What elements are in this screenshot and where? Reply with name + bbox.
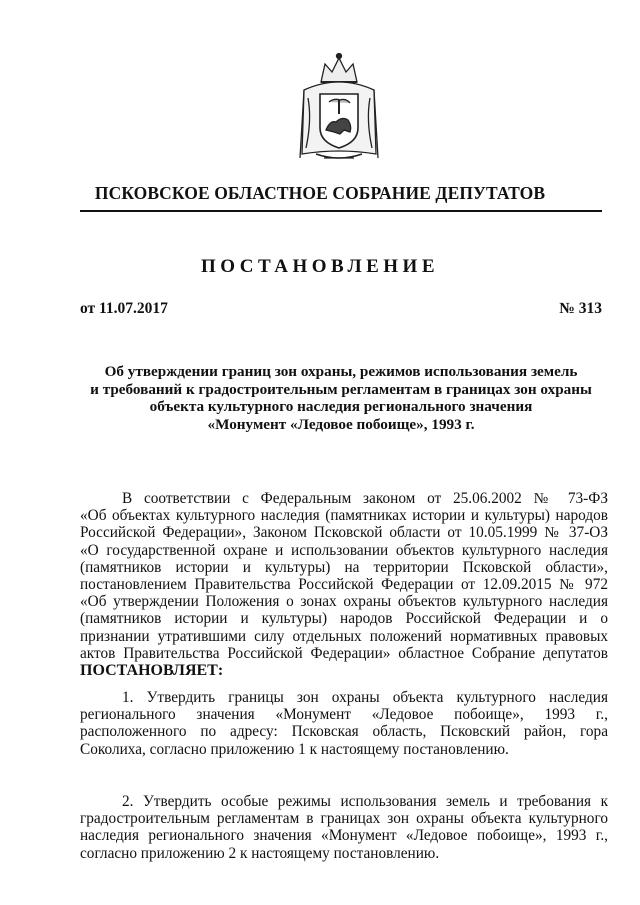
title-line: Об утверждении границ зон охраны, режимов использования земель: [104, 363, 578, 380]
header-divider: [80, 210, 602, 212]
title-line: объекта культурного наследия регионального значения: [149, 398, 533, 415]
item-line: градостроительным регламентам в границах зон охраны объекта культурного: [80, 810, 608, 828]
preamble-line: «О государственной охране и использовании объектов культурного наследия: [80, 541, 608, 559]
preamble-line: актов Правительства Российской Федерации» областное Собрание депутатов: [80, 644, 608, 662]
document-type: ПОСТАНОВЛЕНИЕ: [200, 256, 440, 277]
document-date: от 11.07.2017: [80, 300, 168, 317]
document-number: № 313: [559, 300, 602, 317]
item-line: согласно приложению 2 к настоящему постановлению.: [80, 844, 440, 862]
item-line: Соколиха, согласно приложению 1 к настоящему постановлению.: [80, 740, 509, 758]
preamble: [80, 490, 608, 679]
item-1: [80, 689, 608, 758]
title-line: и требований к градостроительным регламентам в границах зон охраны: [90, 380, 592, 398]
preamble-line: В соответствии с Федеральным законом от 25.06.2002 № 73-ФЗ: [122, 490, 608, 507]
document-title: [80, 363, 602, 433]
item-line: 1. Утвердить границы зон охраны объекта культурного наследия: [122, 689, 608, 706]
item-2: [80, 793, 608, 862]
preamble-line: (памятников истории и культуры) на территории Псковской области»,: [80, 558, 608, 576]
organization-name: ПСКОВСКОЕ ОБЛАСТНОЕ СОБРАНИЕ ДЕПУТАТОВ: [94, 183, 546, 203]
resolves-word: ПОСТАНОВЛЯЕТ:: [80, 662, 224, 680]
item-line: 2. Утвердить особые режимы использования земель и требования к: [122, 793, 608, 810]
title-line: «Монумент «Ледовое побоище», 1993 г.: [207, 415, 475, 433]
preamble-line: (памятников истории и культуры) народов Российской Федерации и о: [80, 610, 608, 628]
preamble-line: «Об утверждении Положения о зонах охраны объектов культурного наследия: [80, 593, 608, 611]
item-line: наследия регионального значения «Монумент «Ледовое побоище», 1993 г.,: [80, 827, 608, 845]
item-line: расположенного по адресу: Псковская область, Псковский район, гора: [80, 723, 608, 741]
pskov-region-coat-of-arms-icon: [296, 50, 382, 168]
preamble-line: постановлением Правительства Российской Федерации от 12.09.2015 № 972: [80, 576, 608, 594]
preamble-line: «Об объектах культурного наследия (памятниках истории и культуры) народов: [80, 507, 608, 525]
item-line: регионального значения «Монумент «Ледовое побоище», 1993 г.,: [80, 706, 608, 724]
preamble-line: признании утратившими силу отдельных положений нормативных правовых: [80, 627, 608, 645]
preamble-line: Российской Федерации», Законом Псковской области от 10.05.1999 № 37-ОЗ: [80, 524, 608, 542]
